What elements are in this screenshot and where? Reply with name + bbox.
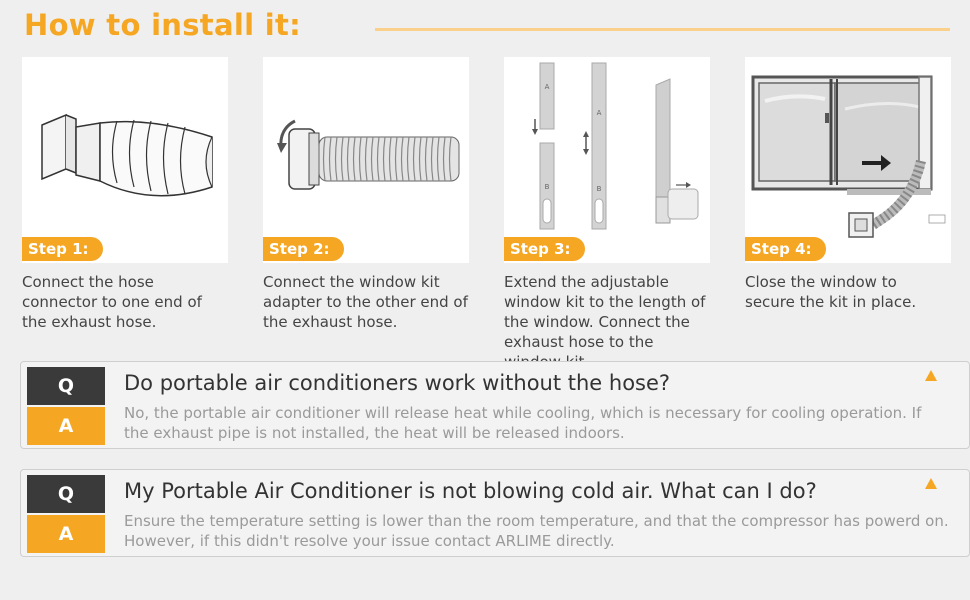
panel-a-label: A [544, 83, 550, 91]
title-divider [375, 28, 950, 31]
step-3-text: Extend the adjustable window kit to the length of the window. Connect the exhaust hose to the [504, 273, 706, 351]
answer-tag: A [27, 407, 105, 445]
step-card-1 [22, 57, 228, 332]
question-tag: Q [27, 475, 105, 513]
step-2-text: Connect the window kit adapter to the other end of the exhaust hose. [263, 273, 468, 331]
step-3-illustration [504, 57, 710, 263]
panel-a-label-2: A [596, 109, 602, 117]
faq-answer-1: No, the portable air conditioner will release heat while cooling, which is necessary for cooling operation. If the exhaust pipe is not installed, the heat will be released indoors. [124, 404, 922, 442]
faq-item-1[interactable] [20, 361, 970, 449]
step-4-badge: Step 4: [745, 237, 826, 261]
panel-b-label-2: B [596, 185, 602, 193]
window-closed-illustration [745, 57, 951, 263]
step-3-badge: Step 3: [504, 237, 585, 261]
faq-answer-2: Ensure the temperature setting is lower than the room temperature, and that the compressor has powerd on. However, if this didn't resolve your issue contact ARLIME directly. [124, 512, 949, 550]
collapse-arrow-icon[interactable] [925, 370, 937, 381]
panel-b-label: B [544, 183, 550, 191]
step-2-badge: Step 2: [263, 237, 344, 261]
page-title: How to install it: [24, 8, 302, 42]
window-kit-illustration [504, 57, 710, 263]
step-1-badge: Step 1: [22, 237, 103, 261]
step-1-text: Connect the hose connector to one end of the exhaust hose. [22, 273, 202, 331]
answer-tag: A [27, 515, 105, 553]
faq-question-1[interactable]: Do portable air conditioners work without the hose? [124, 371, 671, 395]
step-card-2 [263, 57, 469, 332]
hose-connector-illustration [22, 57, 228, 263]
step-2-illustration [263, 57, 469, 263]
window-adapter-illustration [263, 57, 469, 263]
faq-question-2[interactable]: My Portable Air Conditioner is not blowing cold air. What can I do? [124, 479, 817, 503]
step-4-text: Close the window to secure the kit in place. [745, 273, 917, 311]
step-card-4 [745, 57, 951, 312]
step-4-illustration [745, 57, 951, 263]
step-card-3 [504, 57, 710, 372]
question-tag: Q [27, 367, 105, 405]
faq-item-2[interactable] [20, 469, 970, 557]
step-1-illustration [22, 57, 228, 263]
collapse-arrow-icon[interactable] [925, 478, 937, 489]
